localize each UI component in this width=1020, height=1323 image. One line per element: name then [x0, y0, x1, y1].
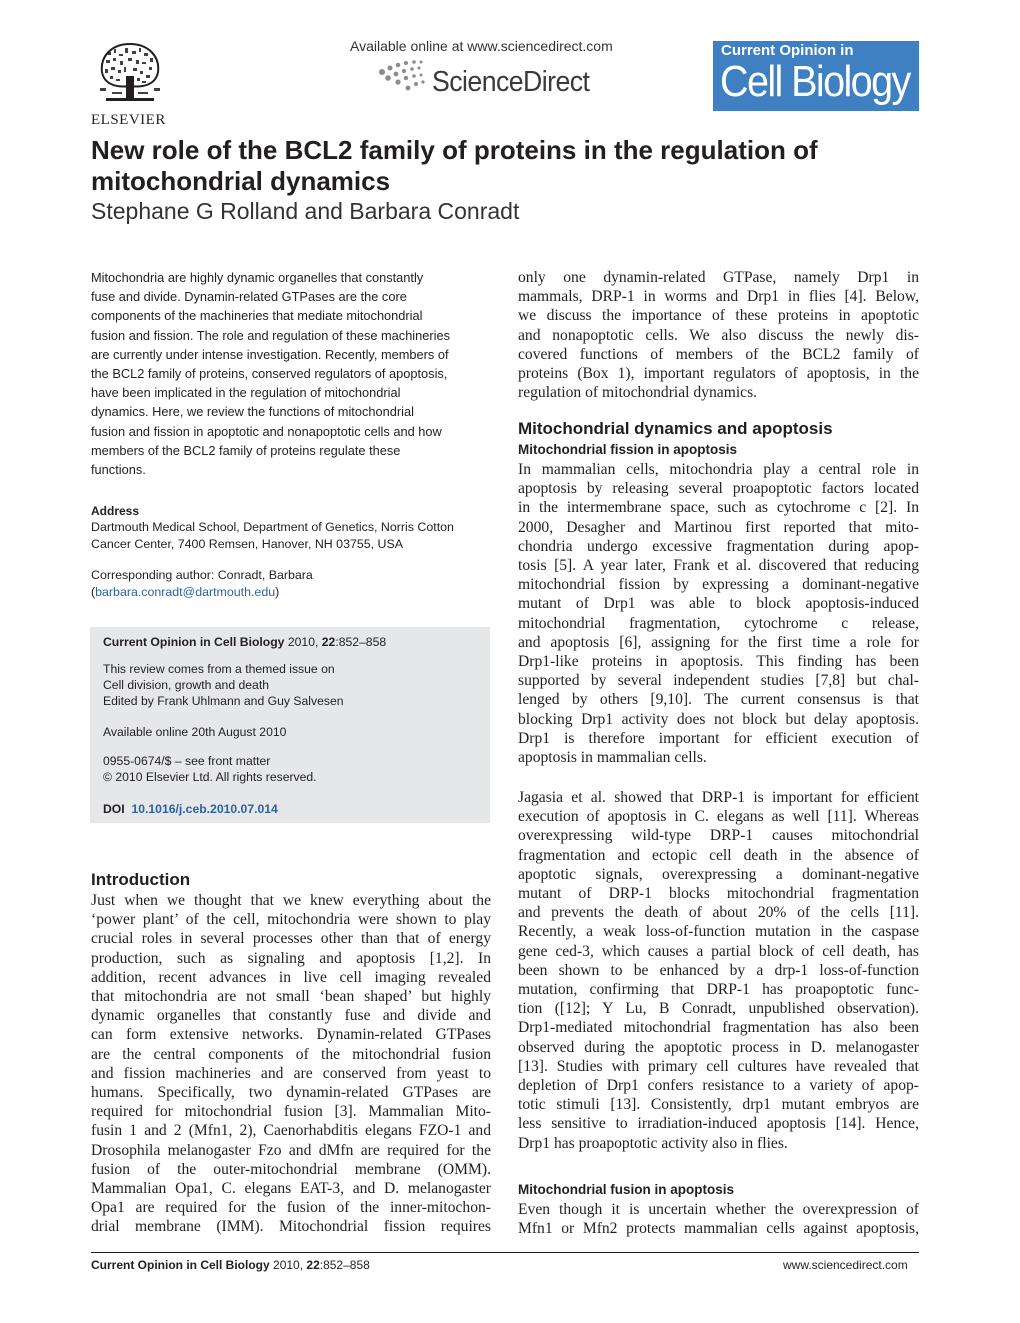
text-line: totic stimuli [13]. Consistently, drp1 mutant embryos are [518, 1096, 919, 1114]
text-line: fragmentation and ectopic cell death in the absence of [518, 846, 919, 864]
text-line: 2000, Desagher and Martinou first reported that mito- [518, 518, 919, 536]
text-line: overexpressing wild-type DRP-1 causes mitochondrial [518, 827, 919, 845]
text-line: Drosophila melanogaster Fzo and dMfn are required for the [91, 1141, 491, 1159]
text-line: have been implicated in the regulation of mitochondrial [91, 385, 401, 401]
info-editors: Edited by Frank Uhlmann and Guy Salvesen [103, 694, 344, 708]
text-line: Mammalian Opa1, C. elegans EAT-3, and D. melanogaster [91, 1180, 491, 1198]
footer-journal: Current Opinion in Cell Biology [91, 1258, 270, 1272]
text-line: mutant of DRP-1 blocks mitochondrial fragmentation [518, 885, 919, 903]
text-line: required for mitochondrial fusion [3]. Mammalian Mito- [91, 1103, 491, 1121]
fusion-paragraph [518, 1200, 919, 1238]
text-line: Drp1 has proapoptotic activity also in flies. [518, 1134, 788, 1152]
text-line: lenged by others [9,10]. The current consensus is that [518, 691, 919, 709]
text-line: that mitochondria are not small ‘bean shaped’ but highly [91, 988, 491, 1006]
text-line: fusion and fission in apoptotic and nonapoptotic cells and how [91, 423, 442, 439]
text-line: drial membrane (IMM). Mitochondrial fission requires [91, 1218, 491, 1236]
text-line: Drp1 is therefore important for efficient execution of [518, 729, 919, 747]
text-line: ‘power plant’ of the cell, mitochondria were shown to play [91, 911, 491, 929]
text-line: gene ced-3, which causes a partial block of cell death, has [518, 942, 919, 960]
text-line: Opa1 are required for the fusion of the inner-mitochon- [91, 1199, 491, 1217]
text-line: in the intermembrane space, such as cytochrome c [2]. In [518, 499, 919, 517]
text-line: humans. Specifically, two dynamin-related GTPases are [91, 1084, 491, 1102]
text-line: blocking Drp1 activity does not block but delay apoptosis. [518, 710, 919, 728]
text-line: are currently under intense investigation. Recently, members of [91, 346, 449, 362]
article-title: New role of the BCL2 family of proteins in the regulation of mitochondrial dynamics [91, 135, 818, 196]
info-available-online: Available online 20th August 2010 [103, 725, 287, 739]
text-line: members of the BCL2 family of proteins regulate these [91, 442, 401, 458]
info-citation [103, 634, 386, 650]
section-heading-dynamics-apoptosis: Mitochondrial dynamics and apoptosis [518, 419, 833, 438]
text-line: can form extensive networks. Dynamin-related GTPases [91, 1026, 491, 1044]
text-line: mitochondrial fragmentation, cytochrome c release, [518, 614, 919, 632]
text-line: are the central components of the mitochondrial fusion [91, 1045, 491, 1063]
publisher-name: ELSEVIER [91, 112, 166, 128]
text-line: been shown to be enhanced by a drp-1 loss-of-function [518, 961, 919, 979]
text-line: Recently, a weak loss-of-function mutation in the caspase [518, 923, 919, 941]
subheading-fusion-apoptosis: Mitochondrial fusion in apoptosis [518, 1182, 734, 1197]
doi-link[interactable]: 10.1016/j.ceb.2010.07.014 [131, 802, 278, 816]
elsevier-tree-logo [92, 40, 168, 112]
text-line: and prevents the death of about 20% of the cells [11]. [518, 904, 919, 922]
text-line: Mitochondria are highly dynamic organelles that constantly [91, 270, 424, 285]
journal-logo-line2: Cell Biology [720, 57, 910, 106]
text-line: the BCL2 family of proteins, conserved regulators of apoptosis, [91, 366, 448, 382]
text-line: mitochondrial fission by expressing a dominant-negative [518, 576, 919, 594]
corresponding-author-label: Corresponding author: Conradt, Barbara [91, 568, 313, 582]
journal-logo [713, 41, 919, 111]
text-line: Jagasia et al. showed that DRP-1 is important for efficient [518, 789, 919, 806]
address-line: Dartmouth Medical School, Department of Genetics, Norris Cotton [91, 520, 454, 534]
journal-logo-line1: Current Opinion in [721, 42, 854, 59]
text-line: Even though it is uncertain whether the overexpression of [518, 1201, 919, 1218]
text-line: dynamics. Here, we review the functions of mitochondrial [91, 404, 414, 420]
text-line: tion ([12]; Y Lu, B Conradt, unpublished observation). [518, 1000, 919, 1018]
text-line: production, such as signaling and apoptosis [1,2]. In [91, 949, 491, 967]
address-heading: Address [91, 504, 140, 518]
text-line: and nonapoptotic cells. We also discuss the newly dis- [518, 326, 919, 344]
text-line: Just when we thought that we knew everything about the [91, 892, 491, 909]
info-doi [103, 801, 278, 817]
corresponding-author [91, 567, 491, 601]
text-line: apoptosis in mammalian cells. [518, 749, 707, 767]
text-line: fusin 1 and 2 (Mfn1, 2), Caenorhabditis elegans FZO-1 and [91, 1122, 491, 1140]
fission-paragraph-2 [518, 788, 919, 1153]
text-line: less sensitive to irradiation-induced apoptosis [14]. Hence, [518, 1115, 919, 1133]
text-line: apoptotic signals, overexpressing a dominant-negative [518, 865, 919, 883]
text-line: Mfn1 or Mfn2 protects mammalian cells against apoptosis, [518, 1220, 919, 1238]
text-line: mutant of Drp1 was able to block apoptosis-induced [518, 595, 919, 613]
sciencedirect-wordmark: ScienceDirect [432, 66, 590, 98]
text-line: Drp1-like proteins in apoptosis. This finding has been [518, 653, 919, 671]
text-line: only one dynamin-related GTPase, namely Drp1 in [518, 269, 919, 286]
text-line: functions. [91, 462, 146, 478]
text-line: and fission machineries and are conserved from yeast to [91, 1064, 491, 1082]
footer-pages: :852–858 [319, 1258, 370, 1272]
info-themed-issue: This review comes from a themed issue on [103, 662, 335, 676]
intro-continued-text [518, 268, 919, 402]
text-line: proteins (Box 1), important regulators of apoptosis, in the [518, 365, 919, 383]
subheading-fission-apoptosis: Mitochondrial fission in apoptosis [518, 442, 738, 457]
text-line: addition, recent advances in live cell imaging revealed [91, 968, 491, 986]
text-line: regulation of mitochondrial dynamics. [518, 384, 758, 402]
section-heading-introduction: Introduction [91, 870, 191, 889]
info-year: 2010, [287, 635, 319, 649]
address-block [91, 519, 491, 553]
introduction-text [91, 891, 491, 1237]
text-line: fusion of the outer-mitochondrial membrane (OMM). [91, 1160, 491, 1178]
info-volume: 22 [321, 635, 336, 649]
text-line: In mammalian cells, mitochondria play a central role in [518, 461, 919, 478]
text-line: supported by several independent studies [7,8] but chal- [518, 672, 919, 690]
sciencedirect-dots-icon [374, 58, 434, 98]
text-line: covered functions of members of the BCL2 family of [518, 345, 919, 363]
text-line: components of the machineries that mediate mitochondrial [91, 308, 423, 324]
info-themed-title: Cell division, growth and death [103, 678, 269, 692]
footer-year: 2010, [273, 1258, 304, 1272]
text-line: crucial roles in several processes other than that of energy [91, 930, 491, 948]
text-line: we discuss the importance of these proteins in apoptotic [518, 307, 919, 325]
text-line: and apoptosis [6], assigning for the first time a role for [518, 633, 919, 651]
text-line: apoptosis by releasing several proapoptotic factors located [518, 480, 919, 498]
abstract [91, 268, 491, 479]
text-line: fuse and divide. Dynamin-related GTPases are the core [91, 289, 407, 305]
text-line: mammals, DRP-1 in worms and Drp1 in flies [4]. Below, [518, 288, 919, 306]
footer-citation [91, 1258, 370, 1272]
article-authors: Stephane G Rolland and Barbara Conradt [91, 198, 520, 224]
text-line: observed during the apoptotic process in D. melanogaster [518, 1038, 919, 1056]
info-journal: Current Opinion in Cell Biology [103, 635, 285, 649]
text-line: dynamic organelles that constantly fuse and divide and [91, 1007, 491, 1025]
email-line: (barbara.conradt@dartmouth.edu) [91, 585, 280, 599]
address-line: Cancer Center, 7400 Remsen, Hanover, NH 03755, USA [91, 537, 403, 551]
info-issn: 0955-0674/$ – see front matter [103, 754, 271, 768]
available-online-text: Available online at www.sciencedirect.com [350, 38, 613, 54]
text-line: execution of apoptosis in C. elegans as well [11]. Whereas [518, 808, 919, 826]
info-pages: :852–858 [335, 635, 387, 649]
article-info-box [90, 627, 490, 823]
footer-website: www.sciencedirect.com [783, 1258, 908, 1272]
doi-label: DOI [103, 802, 125, 816]
text-line: Drp1-mediated mitochondrial fragmentation has also been [518, 1019, 919, 1037]
text-line: mutation, confirming that DRP-1 has proapoptotic func- [518, 981, 919, 999]
text-line: fusion and fission. The role and regulation of these machineries [91, 327, 451, 343]
footer-divider [91, 1252, 919, 1253]
email-link[interactable]: barbara.conradt@dartmouth.edu [95, 585, 276, 599]
fission-paragraph-1 [518, 460, 919, 767]
text-line: [13]. Studies with primary cell cultures have revealed that [518, 1057, 919, 1075]
info-copyright: © 2010 Elsevier Ltd. All rights reserved. [103, 770, 317, 784]
text-line: tosis [5]. A year later, Frank et al. discovered that reducing [518, 557, 919, 575]
text-line: depletion of Drp1 confers resistance to a variety of apop- [518, 1077, 919, 1095]
text-line: chondria undergo excessive fragmentation during apop- [518, 537, 919, 555]
footer-volume: 22 [306, 1258, 320, 1272]
